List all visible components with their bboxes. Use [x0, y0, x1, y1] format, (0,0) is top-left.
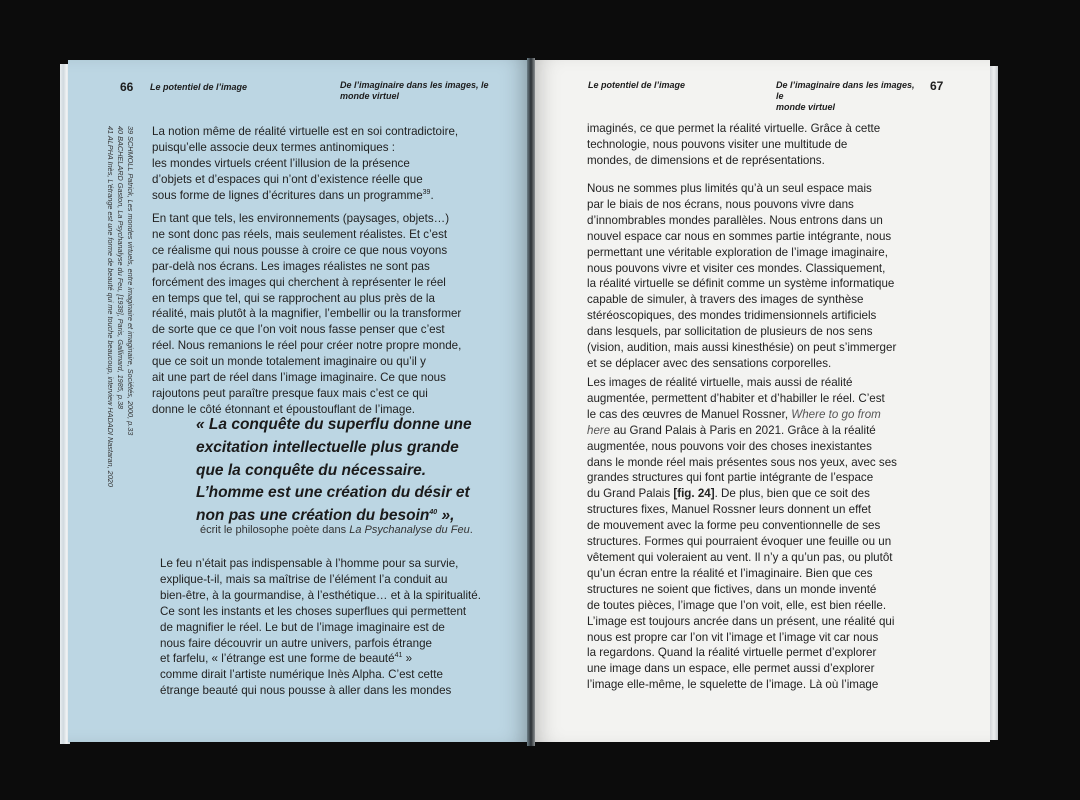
right-paragraph-1: imaginés, ce que permet la réalité virtuelle. Grâce à cette technologie, nous pouvons visiter une multitude de mondes, de dimensions et de représentations.: [587, 122, 881, 167]
right-paragraph-3-middle: au Grand Palais à Paris en 2021. Grâce à la réalité augmentée, nous pouvons voir des choses inexistantes dans le monde réel mais présentes sous nos yeux, avec ses grandes structures qui font partie intégrante de l’espace du Grand Palais: [587, 423, 897, 501]
running-head-left-section: Le potentiel de l’image: [150, 82, 248, 92]
pull-quote-text: « La conquête du superflu donne une excitation intellectuelle plus grande que la conquête du nécessaire. L’homme est une création du désir et non pas une création du besoin: [196, 416, 472, 525]
left-paragraph-3-text: Le feu n’était pas indispensable à l’homme pour sa survie, explique-t-il, mais sa maîtrise de l’élément l’a conduit au bien-être, à la gourmandise, à l’esthétique… et à la spiritualité. Ce sont les instants et les choses superflues qui permettent de magnifier le réel. Le but de l’image imaginaire est de nous faire découvrir un autre univers, parfois étrange et farfelu, « l’étrange est une forme de beauté: [160, 557, 481, 666]
running-head-right-chapter: De l’imaginaire dans les images, le monde virtuel: [776, 80, 915, 112]
left-paragraph-1-text: La notion même de réalité virtuelle est en soi contradictoire, puisqu’elle associe deux termes antinomiques : les mondes virtuels créent l’illusion de la présence d’objets et d’espaces qui n’ont d’existence réelle que sous forme de lignes d’écritures dans un programme: [152, 125, 459, 202]
right-paragraph-3-text: Les images de réalité virtuelle, mais aussi de réalité augmentée, permettent d’habiter et d’habiller le réel. C’est le cas des œuvres de Manuel Rossner,: [587, 376, 885, 421]
right-paragraph-2: Nous ne sommes plus limités qu’à un seul espace mais par le biais de nos écrans, nous pouvons vivre dans d’innombrables mondes parallèles. Nous entrons dans un nouvel espace car nous en sommes partie intégrante, nous permettant une véritable exploration de l’image imaginaire, nous pouvons vivre et visiter ces mondes. Classiquement, la réalité virtuelle se définit comme un système informatique capable de simuler, à travers des images de synthèse stéréoscopiques, des mondes tridimensionnels artificiels dans lesquels, par sollicitation de plusieurs de nos sens (vision, audition, mais aussi kinesthésie) on peut s’immerger et se déplacer avec des sensations corporelles.: [587, 182, 897, 370]
artwork-title: Where to go from here: [587, 407, 881, 437]
pull-quote: [196, 414, 496, 528]
left-paragraph-1-end: .: [430, 188, 434, 202]
footnote-ref-40: 40: [429, 509, 438, 517]
quote-attribution: [200, 524, 473, 536]
attribution-text: écrit le philosophe poète dans: [200, 524, 350, 536]
right-paragraph-3-end: . De plus, bien que ce soit des structures fixes, Manuel Rossner leurs donnent un effet de mouvement avec la forme peu conventionnelle de ses structures. Formes qui pourraient évoquer une feuille ou un vêtement qui voleraient au vent. Il n’y a qu’un pas, ou plutôt qu’un écran entre la réalité et l’imaginaire. Bien que ces structures ne soient que fictives, dans un monde inventé de toutes pièces, l’image que l’on voit, elle, est bien réelle. L’image est toujours ancrée dans un présent, une réalité qui nous est propre car l’on vit l’image et l’image vit car nous la regardons. Quand la réalité virtuelle permet d’explorer une image dans un espace, elle permet aussi d’explorer l’image elle-même, le squelette de l’image. Là où l’image: [587, 487, 895, 692]
running-head-left-chapter: De l’imaginaire dans les images, le monde virtuel: [340, 80, 489, 101]
footnote-41: 41 ALPHA Inès, L’étrange est une forme de beauté qui me touche beaucoup, interview HADADI Nastaran, 2020: [106, 126, 115, 487]
page-number-right: 67: [930, 79, 944, 93]
pull-quote-end: »,: [437, 507, 455, 525]
book-gutter: [527, 58, 535, 746]
footnote-ref-41: 41: [394, 652, 403, 660]
right-paragraph-3: [587, 375, 947, 693]
footnote-40: 40 BACHELARD Gaston, La Psychanalyse du Feu, [1938], Paris, Gallimard, 1985, p.38: [116, 126, 125, 410]
left-paragraph-2: En tant que tels, les environnements (paysages, objets…) ne sont donc pas réels, mais seulement réalistes. Et c’est ce réalisme qui nous pousse à croire ce que nous voyons par-delà nos écrans. Les images réalistes ne sont pas forcément des images qui cherchent à représenter le réel en temps que tel, qui se rapprochent au plus près de la réalité, mais plutôt à la magnifier, l’embellir ou la transformer de sorte que ce que l’on voit nous fasse penser que c’est réel. Nous remanions le réel pour créer notre propre monde, que ce soit un monde totalement imaginaire ou qu’il y ait une part de réel dans l’image imaginaire. Ce que nous rajoutons peut paraître presque faux mais c’est ce qui donne le côté étonnant et époustouflant de l’image.: [152, 212, 462, 416]
figure-reference: [fig. 24]: [673, 487, 715, 501]
footnote-39: 39 SCHMOLL Patrick, Les mondes virtuels, entre imaginaire et imaginaire, Sociétés, 2000, p.33: [126, 126, 135, 436]
left-paragraph-1: [152, 124, 502, 204]
footnote-ref-39: 39: [422, 188, 431, 196]
running-head-right-section: Le potentiel de l’image: [588, 80, 686, 90]
left-paragraph-3: [160, 556, 505, 699]
page-number-left: 66: [120, 80, 134, 94]
attribution-end: .: [469, 524, 473, 536]
footnotes-left: [105, 126, 135, 487]
attribution-work-title: La Psychanalyse du Feu: [349, 524, 470, 536]
left-paragraph-3-end: » comme dirait l’artiste numérique Inès Alpha. C’est cette étrange beauté qui nous pousse à aller dans les mondes: [160, 652, 452, 698]
right-page-edges: [990, 66, 998, 740]
